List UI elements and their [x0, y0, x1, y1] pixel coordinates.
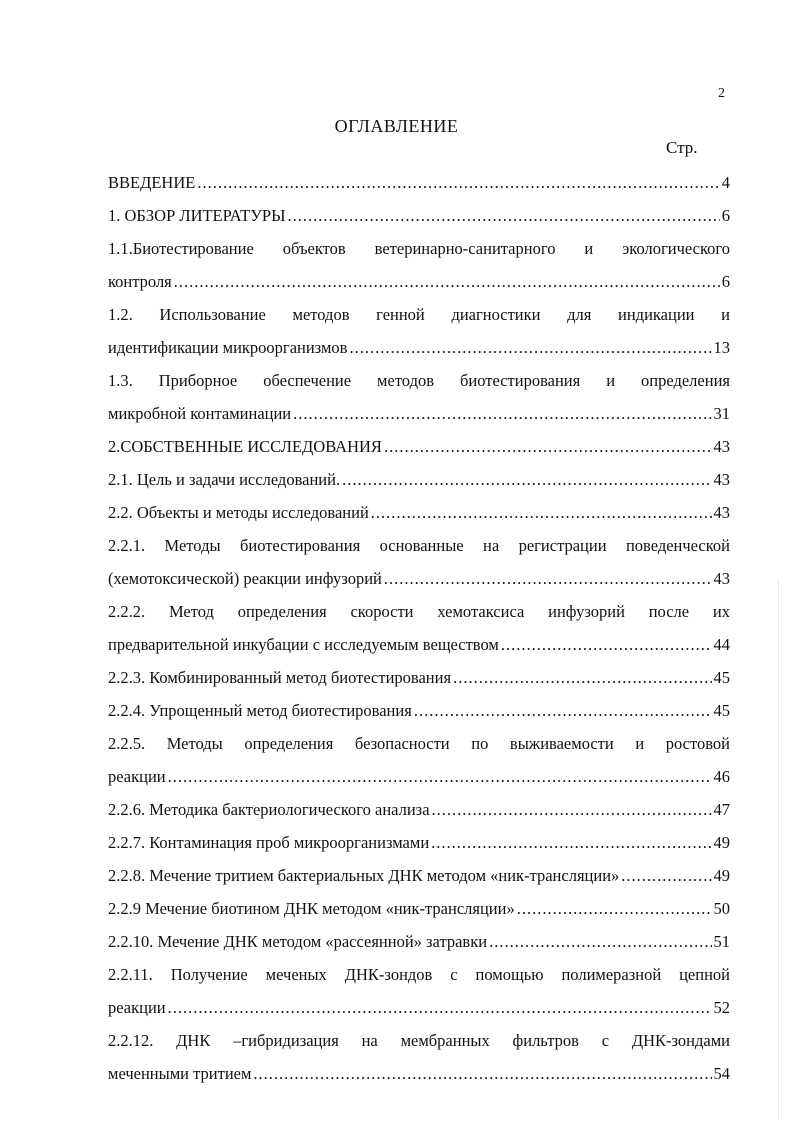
toc-entry-text: микробной контаминации — [108, 404, 292, 423]
toc-entry-line — [108, 430, 730, 463]
toc-entry-line — [108, 562, 730, 595]
toc-entry-text: 2.2.8. Мечение тритием бактериальных ДНК методом «ник-трансляции» — [108, 866, 620, 885]
toc-page-number: 45 — [713, 668, 730, 687]
toc-entry-text: 1.1.Биотестирование объектов ветеринарно-санитарного и экологического — [108, 239, 730, 258]
toc-page-number: 6 — [721, 272, 730, 291]
dot-leader — [414, 694, 712, 727]
toc-entry-line — [108, 892, 730, 925]
toc-entry-text: 2.2.1. Методы биотестирования основанные на регистрации поведенческой — [108, 536, 730, 555]
dot-leader — [168, 991, 712, 1024]
dot-leader — [501, 628, 712, 661]
dot-leader — [288, 199, 720, 232]
toc-entry-text: 2.СОБСТВЕННЫЕ ИССЛЕДОВАНИЯ — [108, 437, 382, 456]
toc-page-number: 47 — [713, 800, 730, 819]
toc-entry-text: 2.2.12. ДНК –гибридизация на мембранных фильтров с ДНК-зондами — [108, 1031, 730, 1050]
toc-entry-text: предварительной инкубации с исследуемым веществом — [108, 635, 499, 654]
toc-entry-line — [108, 463, 730, 496]
toc-page-number: 43 — [713, 569, 730, 588]
toc-entry-line — [108, 694, 730, 727]
table-of-contents — [108, 166, 730, 1090]
toc-entry-line — [108, 199, 730, 232]
toc-entry-text: реакции — [108, 998, 166, 1017]
toc-entry-text: ВВЕДЕНИЕ — [108, 173, 196, 192]
toc-page-number: 4 — [721, 173, 730, 192]
toc-entry-text: реакции — [108, 767, 166, 786]
toc-entry-text: 2.2. Объекты и методы исследований — [108, 503, 369, 522]
dot-leader — [432, 793, 712, 826]
dot-leader — [342, 463, 711, 496]
toc-entry-line — [108, 760, 730, 793]
toc-entry-line — [108, 661, 730, 694]
toc-entry-text: 1.3. Приборное обеспечение методов биотестирования и определения — [108, 371, 730, 390]
toc-page-number: 50 — [713, 899, 730, 918]
toc-entry-text: 2.2.6. Методика бактериологического анализа — [108, 800, 430, 819]
toc-entry-text: (хемотоксической) реакции инфузорий — [108, 569, 382, 588]
toc-entry-line — [108, 628, 730, 661]
dot-leader — [517, 892, 712, 925]
toc-entry-text: 2.1. Цель и задачи исследований. — [108, 470, 341, 489]
toc-page-number: 54 — [713, 1064, 730, 1083]
toc-page-number: 44 — [713, 635, 730, 654]
toc-entry-line — [108, 826, 730, 859]
toc-page-number: 31 — [713, 404, 730, 423]
toc-entry-text: 2.2.7. Контаминация проб микроорганизмами — [108, 833, 430, 852]
page-title: ОГЛАВЛЕНИЕ — [334, 116, 459, 136]
page-number: 2 — [718, 86, 725, 101]
toc-page-number: 49 — [713, 833, 730, 852]
toc-entry-text: 1. ОБЗОР ЛИТЕРАТУРЫ — [108, 206, 286, 225]
toc-entry-text: 2.2.10. Мечение ДНК методом «рассеянной» затравки — [108, 932, 488, 951]
toc-entry-text: 2.2.11. Получение меченых ДНК-зондов с помощью полимеразной цепной — [108, 965, 730, 984]
toc-page-number: 49 — [713, 866, 730, 885]
toc-page-number: 43 — [713, 470, 730, 489]
toc-entry-line — [108, 793, 730, 826]
toc-page-number: 43 — [713, 503, 730, 522]
toc-entry-text: 2.2.9 Мечение биотином ДНК методом «ник-трансляции» — [108, 899, 515, 918]
page-column-label: Стр. — [666, 138, 698, 157]
toc-entry-line — [108, 265, 730, 298]
toc-entry-text: 2.2.4. Упрощенный метод биотестирования — [108, 701, 412, 720]
toc-entry-text: контроля — [108, 272, 172, 291]
toc-entry-text: 2.2.5. Методы определения безопасности по выживаемости и ростовой — [108, 734, 730, 753]
toc-entry-line — [108, 1057, 730, 1090]
toc-entry-line — [108, 397, 730, 430]
dot-leader — [384, 562, 712, 595]
dot-leader — [371, 496, 712, 529]
toc-entry-text: идентификации микроорганизмов — [108, 338, 348, 357]
toc-entry-line — [108, 991, 730, 1024]
dot-leader — [431, 826, 711, 859]
dot-leader — [168, 760, 712, 793]
scan-edge-line — [778, 580, 779, 1120]
toc-page-number: 43 — [713, 437, 730, 456]
dot-leader — [384, 430, 712, 463]
toc-entry-text: меченными тритием — [108, 1064, 252, 1083]
toc-entry-line — [108, 166, 730, 199]
toc-page-number: 45 — [713, 701, 730, 720]
toc-page-number: 46 — [713, 767, 730, 786]
toc-page-number: 6 — [721, 206, 730, 225]
dot-leader — [293, 397, 711, 430]
dot-leader — [489, 925, 711, 958]
dot-leader — [253, 1057, 711, 1090]
dot-leader — [349, 331, 711, 364]
dot-leader — [174, 265, 720, 298]
toc-entry-text: 1.2. Использование методов генной диагностики для индикации и — [108, 305, 730, 324]
dot-leader — [197, 166, 719, 199]
toc-page-number: 13 — [713, 338, 730, 357]
toc-entry-text: 2.2.2. Метод определения скорости хемотаксиса инфузорий после их — [108, 602, 730, 621]
dot-leader — [621, 859, 711, 892]
toc-page-number: 51 — [713, 932, 730, 951]
toc-entry-line — [108, 331, 730, 364]
toc-entry-line — [108, 859, 730, 892]
toc-entry-text: 2.2.3. Комбинированный метод биотестирования — [108, 668, 452, 687]
toc-page-number: 52 — [713, 998, 730, 1017]
toc-entry-line — [108, 496, 730, 529]
toc-entry-line — [108, 925, 730, 958]
dot-leader — [453, 661, 711, 694]
